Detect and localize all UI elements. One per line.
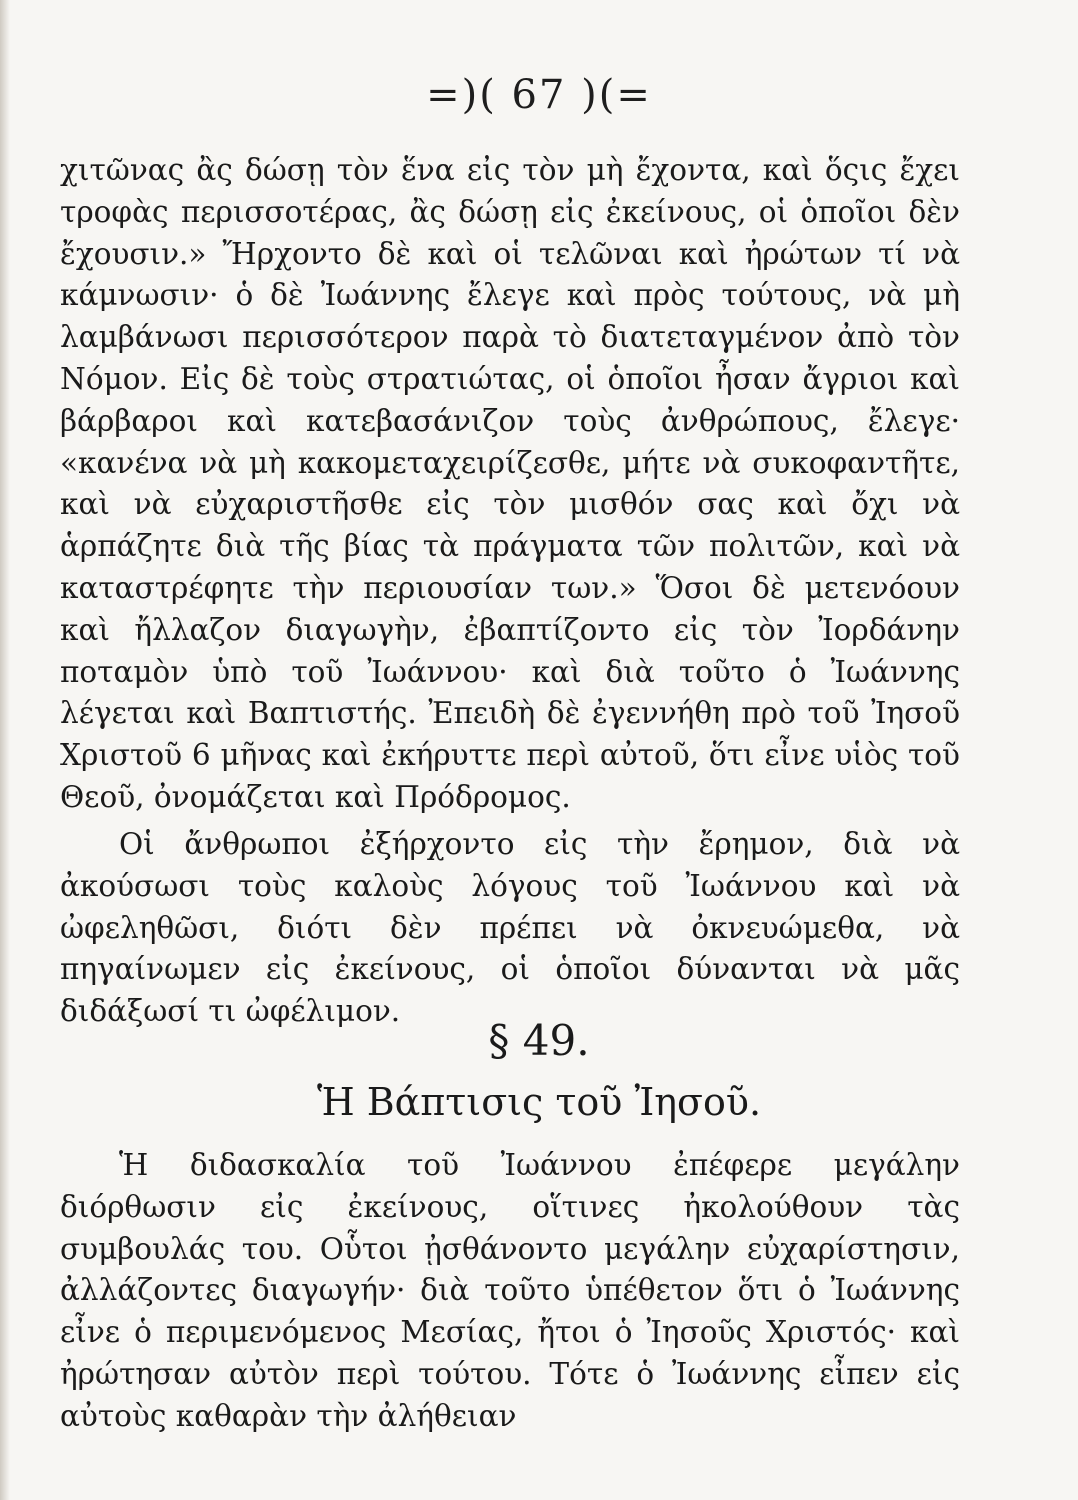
page-header: =)( 67 )(=: [426, 72, 652, 118]
section-title: Ἡ Βάπτισις τοῦ Ἰησοῦ.: [316, 1080, 762, 1124]
paragraph-text: Οἱ ἄνθρωποι ἐξήρχοντο εἰς τὴν ἔρημον, διὰ νὰ ἀκούσωσι τοὺς καλοὺς λόγους τοῦ Ἰωάννου καὶ νὰ ὠφεληθῶσι, διότι δὲν πρέπει νὰ ὀκνευώμεθα, νὰ πηγαίνωμεν εἰς ἐκείνους, οἱ ὁποῖοι δύνανται νὰ μᾶς διδάξωσί τι ὠφέλιμον.: [60, 827, 960, 1029]
paragraph-desert: [60, 824, 960, 1033]
paragraph-continuation: [60, 150, 960, 819]
paragraph-text: Ἡ διδασκαλία τοῦ Ἰωάννου ἐπέφερε μεγάλην διόρθωσιν εἰς ἐκείνους, οἵτινες ἠκολούθουν τὰς συμβουλάς του. Οὗτοι ᾐσθάνοντο μεγάλην εὐχαρίστησιν, ἀλλάζοντες διαγωγήν· διὰ τοῦτο ὑπέθετον ὅτι ὁ Ἰωάννης εἶνε ὁ περιμενόμενος Μεσίας, ἤτοι ὁ Ἰησοῦς Χριστός· καὶ ἠρώτησαν αὐτὸν περὶ τούτου. Τότε ὁ Ἰωάννης εἶπεν εἰς αὐτοὺς καθαρὰν τὴν ἀλήθειαν: [60, 1148, 960, 1433]
paragraph-baptism: [60, 1145, 960, 1438]
page-binding-edge: [0, 0, 10, 1500]
section-number: § 49.: [488, 1016, 590, 1065]
paragraph-text: χιτῶνας ἂς δώσῃ τὸν ἕνα εἰς τὸν μὴ ἔχοντα, καὶ ὅςις ἔχει τροφὰς περισσοτέρας, ἂς δώσῃ εἰς ἐκείνους, οἱ ὁποῖοι δὲν ἔχουσιν.» Ἤρχοντο δὲ καὶ οἱ τελῶναι καὶ ἠρώτων τί νὰ κάμνωσιν· ὁ δὲ Ἰωάννης ἔλεγε καὶ πρὸς τούτους, νὰ μὴ λαμβάνωσι περισσότερον παρὰ τὸ διατεταγμένον ἀπὸ τὸν Νόμον. Εἰς δὲ τοὺς στρατιώτας, οἱ ὁποῖοι ἦσαν ἄγριοι καὶ βάρβαροι καὶ κατεβασάνιζον τοὺς ἀνθρώπους, ἔλεγε· «κανένα νὰ μὴ κακομεταχειρίζεσθε, μήτε νὰ συκοφαντῆτε, καὶ νὰ εὐχαριστῆσθε εἰς τὸν μισθόν σας καὶ ὄχι νὰ ἁρπάζητε διὰ τῆς βίας τὰ πράγματα τῶν πολιτῶν, καὶ νὰ καταστρέφητε τὴν περιουσίαν των.» Ὅσοι δὲ μετενόουν καὶ ἤλλαζον διαγωγὴν, ἐβαπτίζοντο εἰς τὸν Ἰορδάνην ποταμὸν ὑπὸ τοῦ Ἰωάννου· καὶ διὰ τοῦτο ὁ Ἰωάννης λέγεται καὶ Βαπτιστής. Ἐπειδὴ δὲ ἐγεννήθη πρὸ τοῦ Ἰησοῦ Χριστοῦ 6 μῆνας καὶ ἐκήρυττε περὶ αὐτοῦ, ὅτι εἶνε υἱὸς τοῦ Θεοῦ, ὀνομάζεται καὶ Πρόδρομος.: [60, 153, 960, 814]
